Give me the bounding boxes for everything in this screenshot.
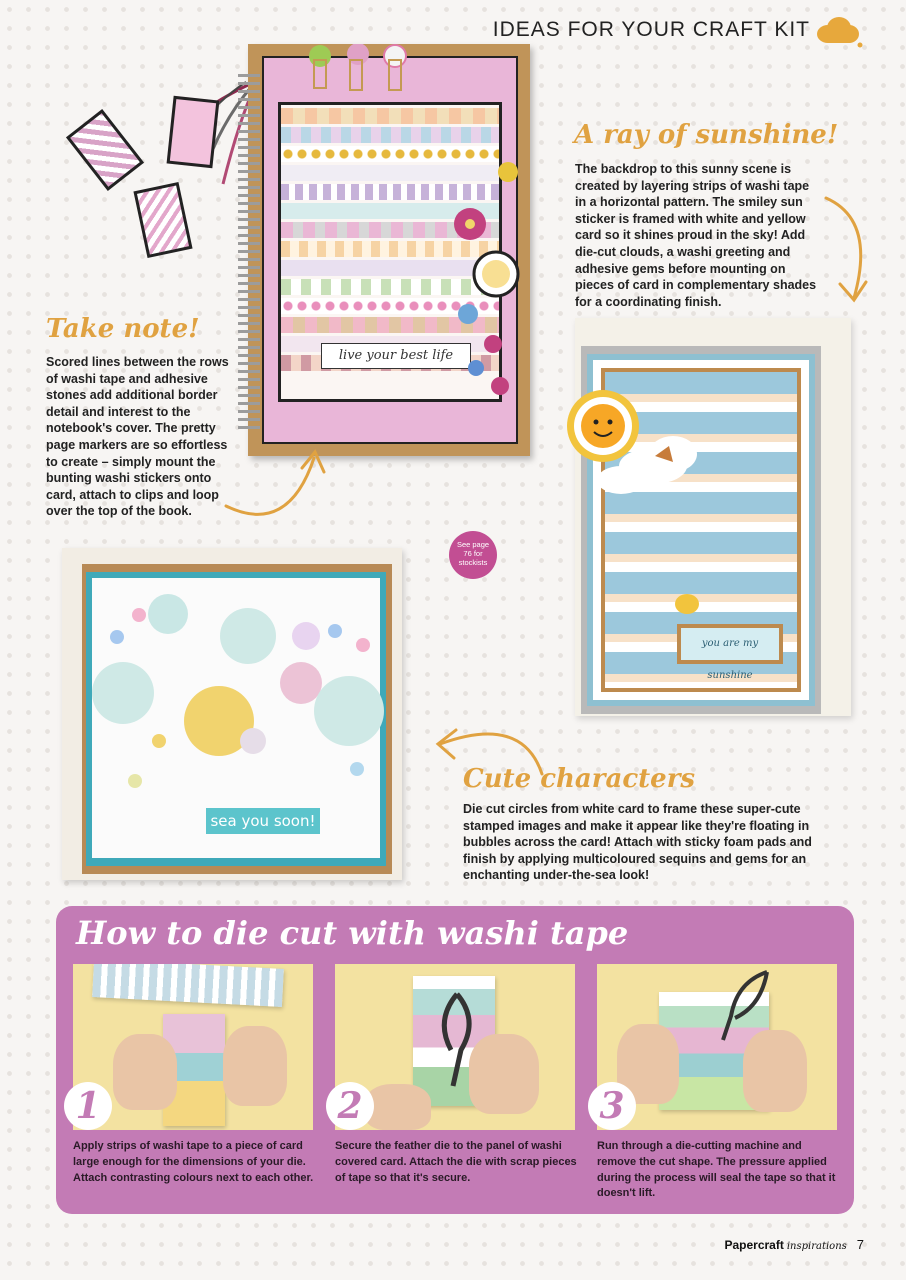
step-2-text: Secure the feather die to the panel of washi covered card. Attach the die with scrap pieces of tape so that it's secure. xyxy=(335,1140,577,1184)
magazine-brand-sub: inspirations xyxy=(786,1241,847,1252)
stockist-badge xyxy=(449,531,497,579)
howto-title: How to die cut with washi tape xyxy=(76,914,629,952)
notebook-sentiment: live your best life xyxy=(321,343,471,369)
step-1-text: Apply strips of washi tape to a piece of card large enough for the dimensions of your die. Attach contrasting colours next to each other. xyxy=(73,1140,314,1184)
sea-card-sentiment: sea you soon! xyxy=(206,808,320,834)
take-note-heading: Take note! xyxy=(46,314,200,344)
sun-icon xyxy=(563,384,723,514)
section-title: IDEAS FOR YOUR CRAFT KIT xyxy=(492,18,810,41)
sea-card-image xyxy=(62,548,402,880)
cloud-icon xyxy=(814,14,864,48)
cute-heading: Cute characters xyxy=(463,764,696,794)
sun-card-sentiment: you are my sunshine xyxy=(681,628,779,660)
step-1-number: 1 xyxy=(64,1082,112,1130)
stockist-line: See page xyxy=(456,540,490,549)
flower-embellishments xyxy=(448,154,528,404)
cute-body: Die cut circles from white card to frame these super-cute stamped images and make it appear like they're floating in bubbles across the card! Attach with sticky foam pads and finish by applying multicoloured sequins and gems for an enchanting under-the-sea look! xyxy=(463,802,812,883)
sunshine-card-image xyxy=(555,318,855,718)
stockist-line: stockists xyxy=(458,558,488,567)
take-note-body: Scored lines between the rows of washi tape and adhesive stones add additional border detail and interest to the notebook's cover. The pretty page markers are so effortless to create – simply mount the bunting washi stickers onto card, attach to clips and loop over the top of the book. xyxy=(46,355,229,519)
notebook-image xyxy=(248,44,530,456)
bunting-marker xyxy=(167,96,220,168)
step-3-text: Run through a die-cutting machine and remove the cut shape. The pressure applied during the process will seal the tape so that it doesn't lift. xyxy=(597,1140,836,1200)
sunshine-body: The backdrop to this sunny scene is created by layering strips of washi tape in a horizontal pattern. The smiley sun sticker is framed with white and yellow card so it shines proud in the sky! Add die-cut clouds, a washi greeting and adhesive gems before mounting on pieces of card in complementary shades for a coordinating finish. xyxy=(575,162,817,309)
arrow-icon xyxy=(218,436,338,526)
page-number: 7 xyxy=(856,1237,864,1252)
stockist-line: 76 for xyxy=(463,549,483,558)
arrow-icon xyxy=(816,190,876,310)
page-footer xyxy=(724,1237,864,1252)
step-2-number: 2 xyxy=(326,1082,374,1130)
sunshine-heading: A ray of sunshine! xyxy=(574,120,839,150)
binder-clips xyxy=(300,44,420,114)
step-3-number: 3 xyxy=(588,1082,636,1130)
magazine-brand: Papercraft xyxy=(724,1238,784,1252)
notebook-spiral xyxy=(238,74,260,434)
howto-panel xyxy=(56,906,854,1214)
